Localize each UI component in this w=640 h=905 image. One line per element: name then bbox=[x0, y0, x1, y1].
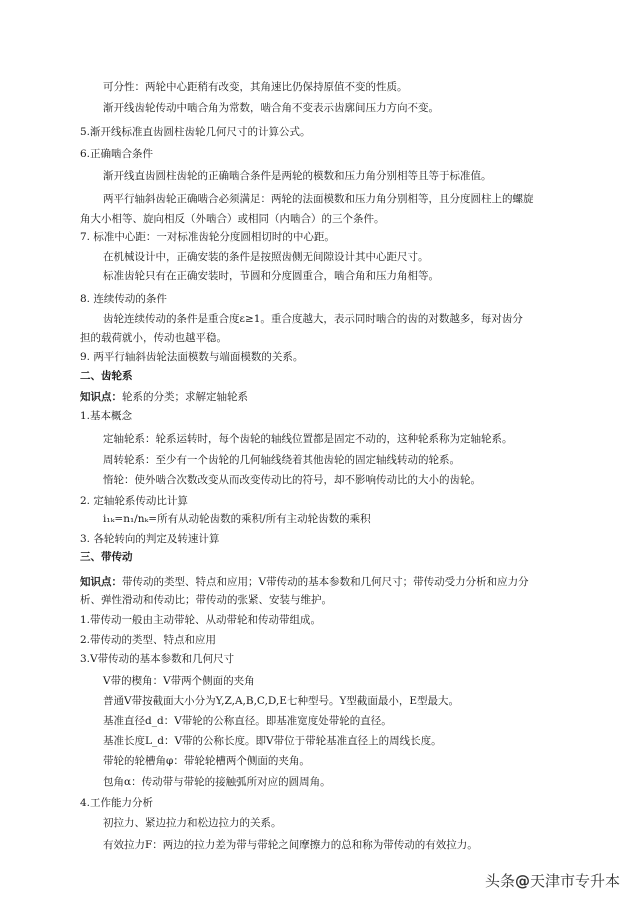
text-line bbox=[80, 212, 385, 226]
text-line bbox=[103, 775, 331, 789]
line-text: 6.正确啮合条件 bbox=[80, 148, 154, 160]
line-text: 三、带传动 bbox=[80, 551, 133, 563]
text-line bbox=[80, 331, 227, 345]
text-line bbox=[103, 80, 408, 94]
line-text: 渐开线齿轮传动中啮合角为常数，啮合角不变表示齿廓间压力方向不变。 bbox=[103, 102, 439, 114]
text-line bbox=[103, 192, 534, 206]
line-text: 担的载荷就小，传动也越平稳。 bbox=[80, 332, 227, 344]
text-line bbox=[103, 714, 392, 728]
line-text: i₁ₖ=n₁/nₖ=所有从动轮齿数的乘积/所有主动轮齿数的乘积 bbox=[103, 513, 371, 525]
line-text: 7. 标准中心距：一对标准齿轮分度圆相切时的中心距。 bbox=[80, 231, 335, 243]
line-text: 基准直径d_d：V带轮的公称直径。即基准宽度处带轮的直径。 bbox=[103, 715, 392, 727]
section-heading bbox=[80, 550, 133, 564]
text-line bbox=[103, 473, 481, 487]
text-line bbox=[80, 292, 167, 306]
line-text: 普通V带按截面大小分为Y,Z,A,B,C,D,E七种型号。Y型截面最小，E型最大。 bbox=[103, 695, 460, 707]
line-text: 析、弹性滑动和传动比；带传动的张紧、安装与维护。 bbox=[80, 594, 332, 606]
text-line bbox=[103, 312, 523, 326]
knowledge-label: 知识点： bbox=[80, 576, 122, 588]
line-text: 角大小相等、旋向相反（外啮合）或相同（内啮合）的三个条件。 bbox=[80, 213, 385, 225]
line-text: 初拉力、紧边拉力和松边拉力的关系。 bbox=[103, 817, 282, 829]
line-text: 渐开线直齿圆柱齿轮的正确啮合条件是两轮的模数和压力角分别相等且等于标准值。 bbox=[103, 170, 492, 182]
line-text: 在机械设计中，正确安装的条件是按照齿侧无间隙设计其中心距尺寸。 bbox=[103, 251, 429, 263]
line-text: 惰轮：使外啮合次数改变从而改变传动比的符号，却不影响传动比的大小的齿轮。 bbox=[103, 474, 481, 486]
watermark-name: 天津市专升本 bbox=[529, 872, 620, 890]
text-line bbox=[80, 796, 153, 810]
text-line bbox=[80, 125, 311, 139]
line-text: 9. 两平行轴斜齿轮法面模数与端面模数的关系。 bbox=[80, 351, 304, 363]
text-line bbox=[103, 432, 513, 446]
line-text: 有效拉力F：两边的拉力差为带与带轮之间摩擦力的总和称为带传动的有效拉力。 bbox=[103, 839, 478, 851]
text-line bbox=[103, 453, 460, 467]
watermark-at: @ bbox=[514, 872, 530, 890]
line-text: 包角α：传动带与带轮的接触弧所对应的圆周角。 bbox=[103, 776, 331, 788]
line-text: 1.基本概念 bbox=[80, 410, 133, 422]
text-line bbox=[80, 494, 188, 508]
line-text: 3. 各轮转向的判定及转速计算 bbox=[80, 533, 220, 545]
text-line bbox=[103, 838, 478, 852]
line-text: 标准齿轮只有在正确安装时，节圆和分度圆重合，啮合角和压力角相等。 bbox=[103, 270, 439, 282]
line-text: 齿轮连续传动的条件是重合度ε≥1。重合度越大，表示同时啮合的齿的对数越多，每对齿分 bbox=[103, 313, 523, 325]
line-text: 带轮的轮槽角φ：带轮轮槽两个侧面的夹角。 bbox=[103, 755, 310, 767]
text-line bbox=[80, 532, 219, 546]
line-text: 周转轮系：至少有一个齿轮的几何轴线绕着其他齿轮的固定轴线转动的轮系。 bbox=[103, 454, 460, 466]
text-line bbox=[103, 512, 371, 526]
line-text: 5.渐开线标准直齿圆柱齿轮几何尺寸的计算公式。 bbox=[80, 126, 311, 138]
line-text: 2. 定轴轮系传动比计算 bbox=[80, 495, 188, 507]
line-text: 3.V带传动的基本参数和几何尺寸 bbox=[80, 653, 235, 665]
line-text: V带的楔角：V带两个侧面的夹角 bbox=[103, 675, 255, 687]
text-line bbox=[80, 409, 132, 423]
text-line bbox=[103, 101, 439, 115]
text-line bbox=[80, 652, 234, 666]
line-text: 两平行轴斜齿轮正确啮合必须满足：两轮的法面模数和压力角分别相等，且分度圆柱上的螺旋 bbox=[103, 193, 534, 205]
text-line bbox=[80, 633, 216, 647]
text-line bbox=[80, 593, 332, 607]
text-line bbox=[80, 613, 321, 627]
text-line bbox=[103, 734, 442, 748]
knowledge-label: 知识点： bbox=[80, 391, 122, 403]
line-text: 可分性：两轮中心距稍有改变，其角速比仍保持原值不变的性质。 bbox=[103, 81, 408, 93]
line-text: 基准长度L_d：V带的公称长度。即V带位于带轮基准直径上的周线长度。 bbox=[103, 735, 442, 747]
text-line bbox=[80, 575, 529, 589]
text-line bbox=[80, 350, 303, 364]
text-line bbox=[103, 754, 310, 768]
line-text: 1.带传动一般由主动带轮、从动带轮和传动带组成。 bbox=[80, 614, 322, 626]
text-line bbox=[103, 694, 459, 708]
text-line bbox=[103, 250, 429, 264]
line-text: 2.带传动的类型、特点和应用 bbox=[80, 634, 217, 646]
line-text: 定轴轮系：轮系运转时，每个齿轮的轴线位置都是固定不动的，这种轮系称为定轴轮系。 bbox=[103, 433, 513, 445]
line-text: 8. 连续传动的条件 bbox=[80, 293, 167, 305]
line-text: 二、齿轮系 bbox=[80, 370, 133, 382]
line-text: 4.工作能力分析 bbox=[80, 797, 154, 809]
section-heading bbox=[80, 369, 133, 383]
text-line bbox=[80, 147, 153, 161]
watermark-prefix: 头条 bbox=[484, 872, 515, 890]
text-line bbox=[80, 390, 248, 404]
text-line bbox=[103, 269, 439, 283]
line-text: 带传动的类型、特点和应用；V带传动的基本参数和几何尺寸；带传动受力分析和应力分 bbox=[122, 576, 529, 588]
watermark bbox=[485, 870, 620, 891]
line-text: 轮系的分类；求解定轴轮系 bbox=[122, 391, 248, 403]
text-line bbox=[80, 230, 335, 244]
text-line bbox=[103, 169, 492, 183]
text-line bbox=[103, 674, 255, 688]
text-line bbox=[103, 816, 282, 830]
